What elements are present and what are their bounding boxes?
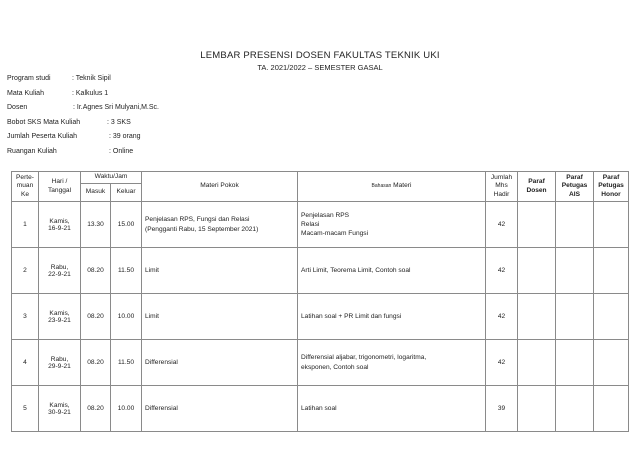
cell-paraf-dosen bbox=[518, 340, 556, 386]
info-value: : Online bbox=[109, 147, 134, 155]
cell-bahasan-materi: Latihan soal bbox=[298, 386, 486, 432]
table-row bbox=[12, 340, 629, 386]
cell-jumlah-hadir: 42 bbox=[486, 202, 518, 248]
cell-paraf-ais bbox=[556, 340, 594, 386]
cell-paraf-dosen bbox=[518, 248, 556, 294]
cell-paraf-dosen bbox=[518, 202, 556, 248]
cell-paraf-honor bbox=[594, 202, 629, 248]
table-row bbox=[12, 202, 629, 248]
cell-bahasan-materi: Penjelasan RPS Relasi Macam-macam Fungsi bbox=[298, 202, 486, 248]
cell-pertemuan: 2 bbox=[12, 248, 39, 294]
cell-hari-tanggal: Kamis, 23-9-21 bbox=[39, 294, 81, 340]
cell-paraf-honor bbox=[594, 386, 629, 432]
attendance-table bbox=[11, 171, 629, 432]
cell-paraf-ais bbox=[556, 294, 594, 340]
info-value: : Kalkulus 1 bbox=[72, 89, 109, 97]
cell-materi-pokok: Penjelasan RPS, Fungsi dan Relasi (Pengganti Rabu, 15 September 2021) bbox=[142, 202, 298, 248]
info-value: : 39 orang bbox=[109, 133, 141, 141]
info-label: Program studi bbox=[7, 75, 51, 82]
header-masuk: Masuk bbox=[81, 184, 111, 202]
cell-paraf-ais bbox=[556, 386, 594, 432]
cell-keluar: 15.00 bbox=[111, 202, 142, 248]
cell-paraf-dosen bbox=[518, 386, 556, 432]
info-value: : 3 SKS bbox=[107, 118, 131, 126]
cell-paraf-ais bbox=[556, 248, 594, 294]
header-hari-tanggal: Hari / Tanggal bbox=[39, 172, 81, 202]
cell-masuk: 13.30 bbox=[81, 202, 111, 248]
table-row bbox=[12, 386, 629, 432]
cell-bahasan-materi: Arti Limit, Teorema Limit, Contoh soal bbox=[298, 248, 486, 294]
header-waktu: Waktu/Jam bbox=[81, 172, 142, 184]
cell-paraf-honor bbox=[594, 340, 629, 386]
cell-masuk: 08.20 bbox=[81, 340, 111, 386]
cell-keluar: 11.50 bbox=[111, 248, 142, 294]
document-subtitle: TA. 2021/2022 – SEMESTER GASAL bbox=[257, 63, 383, 72]
cell-hari-tanggal: Kamis, 30-9-21 bbox=[39, 386, 81, 432]
cell-keluar: 11.50 bbox=[111, 340, 142, 386]
cell-materi-pokok: Differensial bbox=[142, 340, 298, 386]
info-value: : Ir.Agnes Sri Mulyani,M.Sc. bbox=[73, 104, 159, 112]
cell-paraf-honor bbox=[594, 248, 629, 294]
cell-materi-pokok: Limit bbox=[142, 294, 298, 340]
header-bahasan-label: Materi bbox=[393, 182, 412, 190]
info-label: Ruangan Kuliah bbox=[7, 147, 57, 155]
cell-hari-tanggal: Rabu, 22-9-21 bbox=[39, 248, 81, 294]
document-title: LEMBAR PRESENSI DOSEN FAKULTAS TEKNIK UKI bbox=[200, 50, 440, 61]
cell-jumlah-hadir: 42 bbox=[486, 248, 518, 294]
cell-bahasan-materi: Differensial aljabar, trigonometri, logaritma, eksponen, Contoh soal bbox=[298, 340, 486, 386]
cell-paraf-ais bbox=[556, 202, 594, 248]
cell-hari-tanggal: Kamis, 16-9-21 bbox=[39, 202, 81, 248]
cell-masuk: 08.20 bbox=[81, 386, 111, 432]
table-row bbox=[12, 294, 629, 340]
cell-bahasan-materi: Latihan soal + PR Limit dan fungsi bbox=[298, 294, 486, 340]
cell-pertemuan: 3 bbox=[12, 294, 39, 340]
cell-hari-tanggal: Rabu, 29-9-21 bbox=[39, 340, 81, 386]
cell-pertemuan: 1 bbox=[12, 202, 39, 248]
header-paraf-honor: Paraf Petugas Honor bbox=[594, 172, 629, 202]
cell-masuk: 08.20 bbox=[81, 248, 111, 294]
header-bahasan-prefix: Bahasan bbox=[371, 183, 392, 190]
info-label: Bobot SKS Mata Kuliah bbox=[7, 118, 81, 126]
header-materi-pokok: Materi Pokok bbox=[142, 172, 298, 202]
cell-pertemuan: 5 bbox=[12, 386, 39, 432]
info-value: : Teknik Sipil bbox=[72, 75, 111, 82]
header-paraf-dosen: Paraf Dosen bbox=[518, 172, 556, 202]
header-pertemuan: Perte- muan Ke bbox=[12, 172, 39, 202]
info-label: Mata Kuliah bbox=[7, 89, 44, 97]
cell-jumlah-hadir: 42 bbox=[486, 340, 518, 386]
table-row bbox=[12, 248, 629, 294]
info-label: Dosen bbox=[7, 104, 28, 112]
cell-pertemuan: 4 bbox=[12, 340, 39, 386]
cell-keluar: 10.00 bbox=[111, 294, 142, 340]
header-bahasan-materi bbox=[298, 172, 486, 202]
header-keluar: Keluar bbox=[111, 184, 142, 202]
cell-materi-pokok: Differensial bbox=[142, 386, 298, 432]
cell-materi-pokok: Limit bbox=[142, 248, 298, 294]
header-paraf-ais: Paraf Petugas AIS bbox=[556, 172, 594, 202]
cell-paraf-dosen bbox=[518, 294, 556, 340]
cell-jumlah-hadir: 42 bbox=[486, 294, 518, 340]
cell-jumlah-hadir: 39 bbox=[486, 386, 518, 432]
cell-masuk: 08.20 bbox=[81, 294, 111, 340]
cell-paraf-honor bbox=[594, 294, 629, 340]
cell-keluar: 10.00 bbox=[111, 386, 142, 432]
header-jumlah-hadir: Jumlah Mhs Hadir bbox=[486, 172, 518, 202]
info-label: Jumlah Peserta Kuliah bbox=[7, 133, 78, 141]
